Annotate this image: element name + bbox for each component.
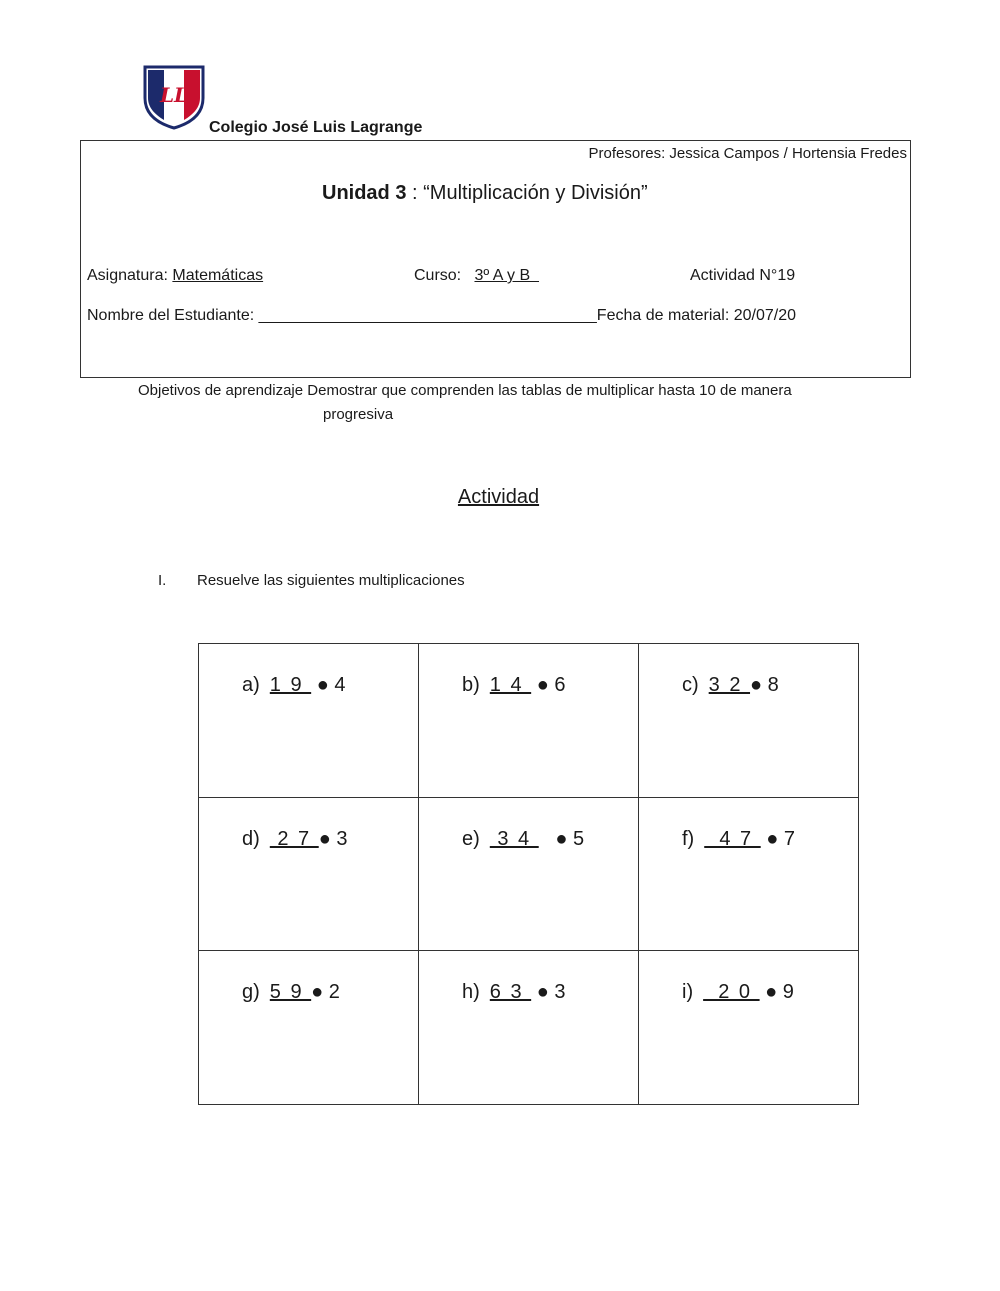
exercise-cell-i[interactable]	[639, 951, 859, 1105]
activity-number: Actividad N°19	[690, 267, 796, 284]
exercise-label: a)	[242, 674, 260, 696]
subject-label: Asignatura:	[87, 267, 173, 284]
exercise-number: 1 9	[269, 674, 312, 696]
objective-line-1: Objetivos de aprendizaje Demostrar que comprenden las tablas de multiplicar hasta 10 de manera	[138, 382, 792, 399]
student-name-blank: ______________________________________	[258, 307, 597, 324]
school-name: Colegio José Luis Lagrange	[209, 119, 423, 136]
exercise-number: 6 3	[489, 981, 532, 1004]
exercise-number: 3 4	[489, 827, 539, 850]
instruction-number: I.	[158, 572, 167, 589]
exercise-label: g)	[242, 981, 260, 1004]
exercise-number: 4 7	[704, 827, 761, 850]
exercise-label: h)	[462, 981, 480, 1004]
exercise-cell-a[interactable]	[199, 644, 419, 798]
exercise-operator: ● 7	[760, 827, 796, 850]
exercise-label: c)	[682, 674, 699, 696]
unit-name: : “Multiplicación y División”	[406, 182, 648, 204]
exercise-number: 5 9	[269, 981, 312, 1004]
exercise-label: f)	[682, 827, 695, 850]
unit-number: Unidad 3	[322, 182, 407, 204]
exercise-operator: ● 3	[318, 827, 348, 850]
activity-title-wrap	[0, 486, 997, 509]
course-value: 3º A y B	[474, 267, 540, 284]
header-box	[80, 140, 911, 378]
exercise-number: 2 7	[269, 827, 319, 850]
exercise-operator: ● 3	[531, 981, 566, 1004]
instruction-text: Resuelve las siguientes multiplicaciones	[197, 572, 465, 589]
objective-line-2: progresiva	[323, 406, 394, 423]
exercise-cell-c[interactable]	[639, 644, 859, 798]
exercise-label: d)	[242, 827, 260, 850]
student-label: Nombre del Estudiante:	[87, 307, 259, 324]
exercise-cell-b[interactable]	[419, 644, 639, 798]
exercise-cell-d[interactable]	[199, 797, 419, 951]
exercise-cell-e[interactable]	[419, 797, 639, 951]
material-date: Fecha de material: 20/07/20	[596, 307, 797, 324]
exercise-label: e)	[462, 827, 480, 850]
exercise-number: 1 4	[489, 674, 532, 696]
exercise-cell-f[interactable]	[639, 797, 859, 951]
exercise-number: 2 0	[703, 981, 760, 1004]
course-field	[414, 267, 539, 285]
subject-field	[87, 267, 263, 285]
exercise-label: b)	[462, 674, 480, 696]
exercise-label: i)	[682, 981, 694, 1004]
exercise-operator: ● 5	[538, 827, 585, 850]
exercise-operator: ● 2	[311, 981, 340, 1004]
exercise-cell-g[interactable]	[199, 951, 419, 1105]
svg-text:LL: LL	[159, 83, 189, 107]
exercise-grid	[198, 643, 859, 1105]
subject-value: Matemáticas	[172, 267, 264, 284]
exercise-operator: ● 9	[759, 981, 794, 1004]
teachers-line: Profesores: Jessica Campos / Hortensia Fredes	[588, 145, 907, 162]
school-logo	[142, 64, 206, 130]
activity-title: Actividad	[457, 486, 540, 508]
exercise-operator: ● 6	[531, 674, 566, 696]
course-label: Curso:	[414, 267, 475, 284]
exercise-operator: ● 8	[750, 674, 779, 696]
exercise-operator: ● 4	[311, 674, 346, 696]
unit-title	[322, 182, 648, 205]
exercise-cell-h[interactable]	[419, 951, 639, 1105]
student-field	[87, 307, 796, 325]
exercise-number: 3 2	[708, 674, 751, 696]
